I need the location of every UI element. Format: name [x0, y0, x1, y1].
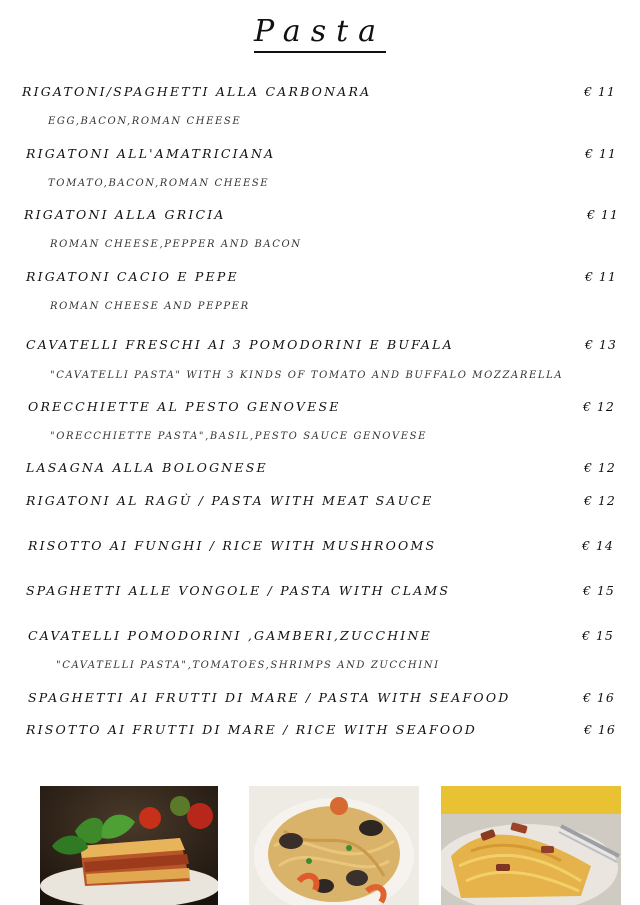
dish-description: "ORECCHIETTE PASTA",BASIL,PESTO SAUCE GENOVESE [50, 431, 427, 442]
dish-name: RIGATONI ALLA GRICIA [24, 207, 226, 222]
dish-name: RIGATONI/SPAGHETTI ALLA CARBONARA [22, 84, 372, 99]
page-title [0, 14, 640, 53]
dish-price: € 16 [583, 690, 615, 705]
dish-name: LASAGNA ALLA BOLOGNESE [26, 460, 268, 475]
dish-description: EGG,BACON,ROMAN CHEESE [48, 116, 242, 127]
dish-name: CAVATELLI FRESCHI AI 3 POMODORINI E BUFALA [26, 337, 454, 352]
dish-name: RIGATONI CACIO E PEPE [26, 269, 239, 284]
dish-description: ROMAN CHEESE AND PEPPER [50, 301, 250, 312]
dish-price: € 12 [584, 460, 616, 475]
dish-price: € 13 [585, 337, 617, 352]
dish-name: CAVATELLI POMODORINI ,GAMBERI,ZUCCHINE [28, 628, 432, 643]
dish-price: € 16 [584, 722, 616, 737]
dish-price: € 11 [585, 269, 617, 284]
seafood-spaghetti-photo [249, 786, 419, 905]
dish-description: ROMAN CHEESE,PEPPER AND BACON [50, 239, 302, 250]
dish-name: RIGATONI ALL'AMATRICIANA [26, 146, 276, 161]
dish-price: € 14 [582, 538, 614, 553]
dish-price: € 11 [587, 207, 619, 222]
dish-description: "CAVATELLI PASTA" WITH 3 KINDS OF TOMATO AND BUFFALO MOZZARELLA [50, 370, 564, 381]
dish-price: € 12 [584, 493, 616, 508]
dish-name: SPAGHETTI AI FRUTTI DI MARE / PASTA WITH SEAFOOD [28, 690, 511, 705]
page-title-text: Pasta [254, 14, 386, 53]
dish-price: € 11 [585, 146, 617, 161]
dish-name: RIGATONI AL RAGÙ / PASTA WITH MEAT SAUCE [26, 493, 434, 508]
dish-name: RISOTTO AI FRUTTI DI MARE / RICE WITH SEAFOOD [26, 722, 478, 737]
dish-price: € 12 [583, 399, 615, 414]
dish-name: RISOTTO AI FUNGHI / RICE WITH MUSHROOMS [28, 538, 437, 553]
dish-name: SPAGHETTI ALLE VONGOLE / PASTA WITH CLAMS [26, 583, 451, 598]
dish-name: ORECCHIETTE AL PESTO GENOVESE [28, 399, 341, 414]
dish-price: € 15 [582, 628, 614, 643]
carbonara-photo [441, 786, 621, 905]
dish-price: € 15 [583, 583, 615, 598]
dish-price: € 11 [584, 84, 616, 99]
lasagna-photo [40, 786, 218, 905]
dish-description: "CAVATELLI PASTA",TOMATOES,SHRIMPS AND ZUCCHINI [56, 660, 440, 671]
dish-description: TOMATO,BACON,ROMAN CHEESE [48, 178, 270, 189]
